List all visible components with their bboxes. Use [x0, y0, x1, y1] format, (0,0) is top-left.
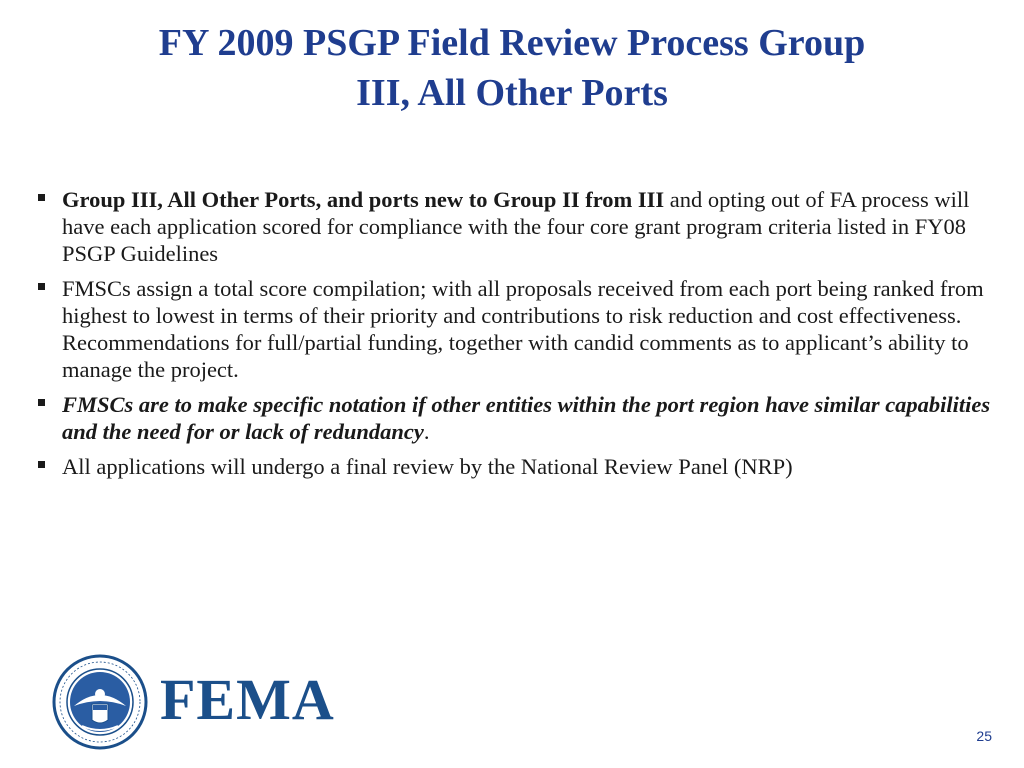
bullet-bold-text: Group III, All Other Ports, and ports new to Group II from III: [62, 187, 665, 212]
bullet-bolditalic-text: FMSCs are to make specific notation if other entities within the port region have similar capabilities and the need for or lack of redundancy: [62, 392, 991, 444]
bullet-list: [34, 186, 994, 488]
fema-logo: [52, 654, 335, 750]
title-line-1: FY 2009 PSGP Field Review Process Group: [158, 22, 866, 64]
bullet-item: [34, 275, 994, 383]
bullet-item: [34, 391, 994, 445]
title-line-2: III, All Other Ports: [356, 72, 668, 114]
page-number: 25: [976, 728, 992, 744]
square-bullet-icon: [38, 194, 45, 201]
bullet-text: FMSCs assign a total score compilation; with all proposals received from each port being ranked from highest to lowest in terms of their priority and contributions to risk reduction and cost effectiveness. Recommendations for full/partial funding, together with candid comments as to applicant’s ability to manage the project.: [62, 276, 984, 382]
bullet-text: .: [423, 419, 430, 444]
square-bullet-icon: [38, 461, 45, 468]
square-bullet-icon: [38, 283, 45, 290]
bullet-text: All applications will undergo a final review by the National Review Panel (NRP): [62, 454, 793, 479]
square-bullet-icon: [38, 399, 45, 406]
bullet-item: [34, 453, 994, 480]
slide-title: [40, 18, 984, 118]
dhs-seal-icon: [52, 654, 148, 750]
fema-wordmark: FEMA: [160, 667, 335, 732]
bullet-item: [34, 186, 994, 267]
bullet-text: and opting out of FA process will have each application scored for compliance with the four core grant program criteria listed in FY08 PSGP Guidelines: [62, 187, 970, 266]
